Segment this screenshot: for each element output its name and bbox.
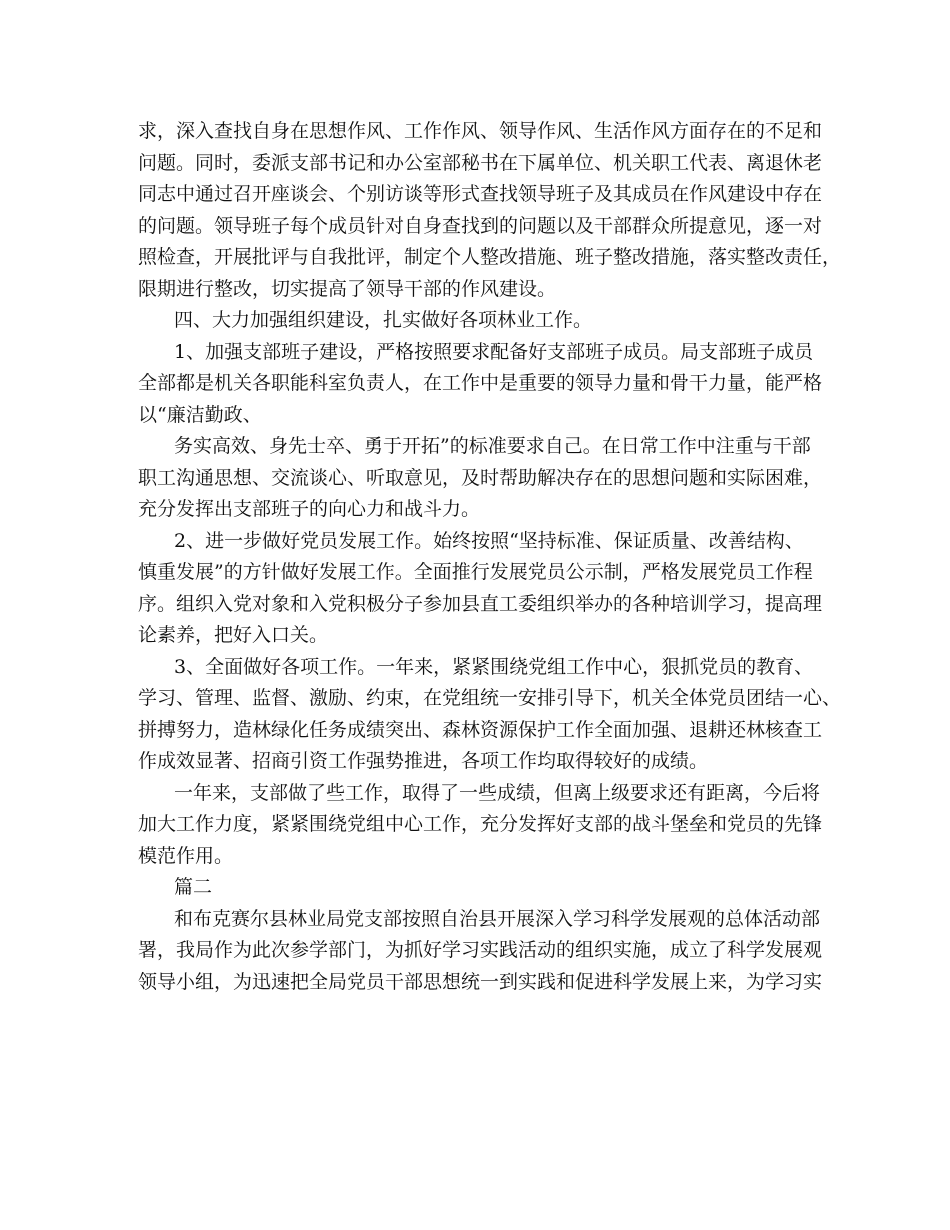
text-line: 领导小组，为迅速把全局党员干部思想统一到实践和促进科学发展上来，为学习实 <box>138 970 823 993</box>
text-line: 1、加强支部班子建设，严格按照要求配备好支部班子成员。局支部班子成员 <box>174 340 814 363</box>
text-line: 3、全面做好各项工作。一年来，紧紧围绕党组工作中心，狠抓党员的教育、 <box>174 655 814 678</box>
text-line: 拼搏努力，造林绿化任务成绩突出、森林资源保护工作全面加强、退耕还林核查工 <box>138 718 823 741</box>
text-line: 以“廉洁勤政、 <box>138 403 262 426</box>
text-line: 署，我局作为此次参学部门，为抓好学习实践活动的组织实施，成立了科学发展观 <box>138 939 823 961</box>
text-line: 加大工作力度，紧紧围绕党组中心工作，充分发挥好支部的战斗堡垒和党员的先锋 <box>138 813 823 835</box>
text-line: 充分发挥出支部班子的向心力和战斗力。 <box>138 498 481 520</box>
text-line: 务实高效、身先士卒、勇于开拓”的标准要求自己。在日常工作中注重与干部 <box>174 435 811 457</box>
text-line: 模范作用。 <box>138 844 234 867</box>
text-line: 2、进一步做好党员发展工作。始终按照“坚持标准、保证质量、改善结构、 <box>174 529 804 552</box>
text-line: 篇二 <box>174 876 213 898</box>
text-line: 一年来，支部做了些工作，取得了一些成绩，但离上级要求还有距离，今后将 <box>174 781 821 804</box>
text-line: 求，深入查找自身在思想作风、工作作风、领导作风、生活作风方面存在的不足和 <box>138 120 823 142</box>
document-body <box>138 116 842 998</box>
text-line: 序。组织入党对象和入党积极分子参加县直工委组织举办的各种培训学习，提高理 <box>138 592 823 615</box>
text-line: 论素养，把好入口关。 <box>138 624 329 646</box>
text-line: 和布克赛尔县林业局党支部按照自治县开展深入学习科学发展观的总体活动部 <box>174 907 821 930</box>
text-line: 同志中通过召开座谈会、个别访谈等形式查找领导班子及其成员在作风建设中存在 <box>138 183 823 205</box>
text-line: 四、大力加强组织建设，扎实做好各项林业工作。 <box>174 309 593 331</box>
text-line: 全部都是机关各职能科室负责人，在工作中是重要的领导力量和骨干力量，能严格 <box>138 372 823 394</box>
text-line: 作成效显著、招商引资工作强势推进，各项工作均取得较好的成绩。 <box>138 750 709 772</box>
text-line: 的问题。领导班子每个成员针对自身查找到的问题以及干部群众所提意见，逐一对 <box>138 214 823 237</box>
text-line: 职工沟通思想、交流谈心、听取意见，及时帮助解决存在的思想问题和实际困难， <box>138 466 823 489</box>
text-line: 学习、管理、监督、激励、约束，在党组统一安排引导下，机关全体党员团结一心、 <box>138 687 842 709</box>
text-line: 限期进行整改，切实提高了领导干部的作风建设。 <box>138 277 557 300</box>
text-line: 问题。同时，委派支部书记和办公室部秘书在下属单位、机关职工代表、离退休老 <box>138 151 823 174</box>
text-line: 照检查，开展批评与自我批评，制定个人整改措施、班子整改措施，落实整改责任， <box>138 246 842 268</box>
text-line: 慎重发展”的方针做好发展工作。全面推行发展党员公示制，严格发展党员工作程 <box>138 561 813 583</box>
